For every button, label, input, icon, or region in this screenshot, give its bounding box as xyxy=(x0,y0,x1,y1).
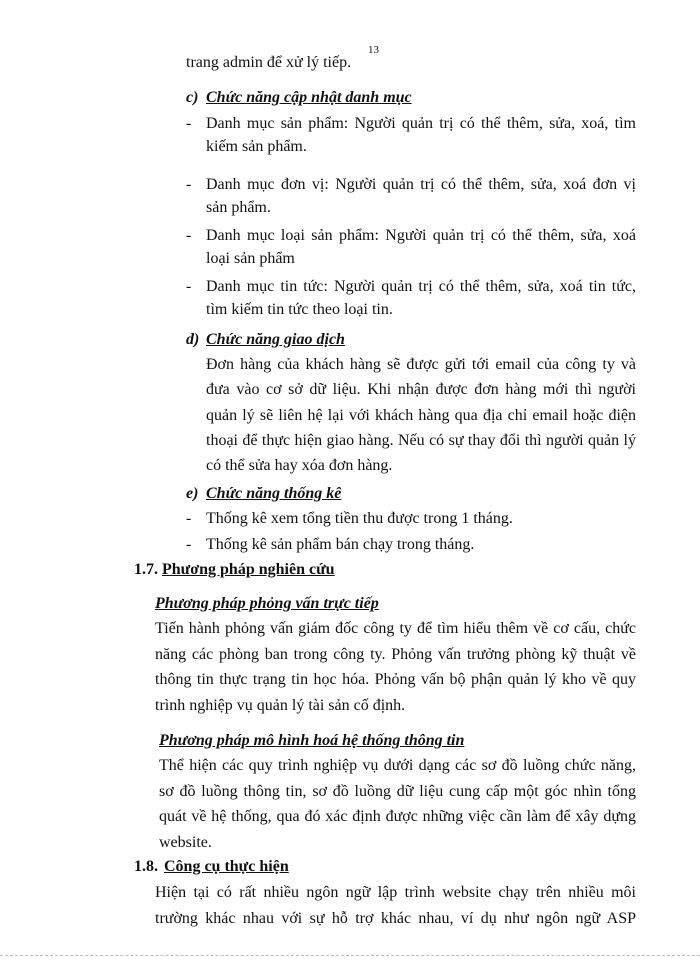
section-label-c: c) xyxy=(186,89,199,106)
paragraph-line: thoại để thực hiện giao hàng. Nếu có sự thay đổi thì người quản lý xyxy=(206,432,636,449)
section-heading-c: Chức năng cập nhật danh mục xyxy=(206,89,412,106)
paragraph-line: có thể sửa hay xóa đơn hàng. xyxy=(206,457,393,474)
paragraph-line: trường khác nhau với sự hỗ trợ khác nhau, ví dụ như ngôn ngữ ASP xyxy=(155,910,636,927)
section-heading-1-7: Phương pháp nghiên cứu xyxy=(162,561,335,578)
list-item-cont: sản phẩm. xyxy=(206,199,271,216)
bullet-dash: - xyxy=(186,227,192,244)
bullet-dash: - xyxy=(186,176,192,193)
section-label-e: e) xyxy=(186,485,199,502)
paragraph-line: trình nghiệp vụ quản lý tài sản cố định. xyxy=(155,697,406,714)
paragraph-line: thông tin thực trạng tin học hóa. Phỏng vấn bộ phận quản lý kho về quy xyxy=(155,671,636,688)
list-item-cont: kiếm sản phẩm. xyxy=(206,138,307,155)
paragraph-line: Hiện tại có rất nhiều ngôn ngữ lập trình website chạy trên nhiều môi xyxy=(155,884,636,901)
list-item-cont: loại sản phẩm xyxy=(206,250,295,267)
paragraph-line: quát về hệ thống, qua đó xác định được những việc cần làm để xây dựng xyxy=(159,808,636,825)
list-item: Danh mục loại sản phẩm: Người quản trị có thể thêm, sửa, xoá xyxy=(206,227,636,244)
bullet-dash: - xyxy=(186,278,192,295)
paragraph-line: năng các phòng ban trong công ty. Phỏng vấn trưởng phòng kỹ thuật về xyxy=(155,646,636,663)
section-label-d: d) xyxy=(186,331,200,348)
paragraph-line: đưa vào cơ sở dữ liệu. Khi nhận được đơn hàng mới thì người xyxy=(206,381,636,398)
list-item: Danh mục đơn vị: Người quản trị có thể thêm, sửa, xoá đơn vị xyxy=(206,176,636,193)
section-number-1-8: 1.8. xyxy=(134,858,158,875)
section-heading-d: Chức năng giao dịch xyxy=(206,331,345,348)
section-number-1-7: 1.7. xyxy=(134,561,158,578)
page-number: 13 xyxy=(368,44,379,56)
section-heading-e: Chức năng thống kê xyxy=(206,485,342,502)
paragraph-line: Tiến hành phỏng vấn giám đốc công ty để tìm hiểu thêm về cơ cấu, chức xyxy=(155,620,636,637)
list-item-cont: tìm kiếm tin tức theo loại tin. xyxy=(206,301,393,318)
bullet-dash: - xyxy=(186,510,192,527)
body-line: trang admin để xử lý tiếp. xyxy=(186,54,352,71)
paragraph-line: quản lý sẽ liên hệ lại với khách hàng qua địa chỉ email hoặc điện xyxy=(206,407,636,424)
paragraph-line: sơ đồ luồng thông tin, sơ đồ luồng dữ liệu cung cấp một góc nhìn tổng xyxy=(159,783,636,800)
list-item: Thống kê sản phẩm bán chạy trong tháng. xyxy=(206,536,475,553)
section-heading-1-8: Công cụ thực hiện xyxy=(164,858,289,875)
list-item: Danh mục tin tức: Người quản trị có thể thêm, sửa, xoá tin tức, xyxy=(206,278,636,295)
list-item: Danh mục sản phẩm: Người quản trị có thể thêm, sửa, xoá, tìm xyxy=(206,115,636,132)
paragraph-line: Đơn hàng của khách hàng sẽ được gửi tới email của công ty và xyxy=(206,356,636,373)
list-item: Thống kê xem tổng tiền thu được trong 1 tháng. xyxy=(206,510,513,527)
subheading-modeling: Phương pháp mô hình hoá hệ thống thông tin xyxy=(159,732,465,749)
paragraph-line: Thể hiện các quy trình nghiệp vụ dưới dạng các sơ đồ luồng chức năng, xyxy=(159,757,636,774)
page-divider xyxy=(0,955,700,956)
paragraph-line: website. xyxy=(159,834,212,851)
bullet-dash: - xyxy=(186,536,192,553)
subheading-interview: Phương pháp phỏng vấn trực tiếp xyxy=(155,595,379,612)
bullet-dash: - xyxy=(186,115,192,132)
